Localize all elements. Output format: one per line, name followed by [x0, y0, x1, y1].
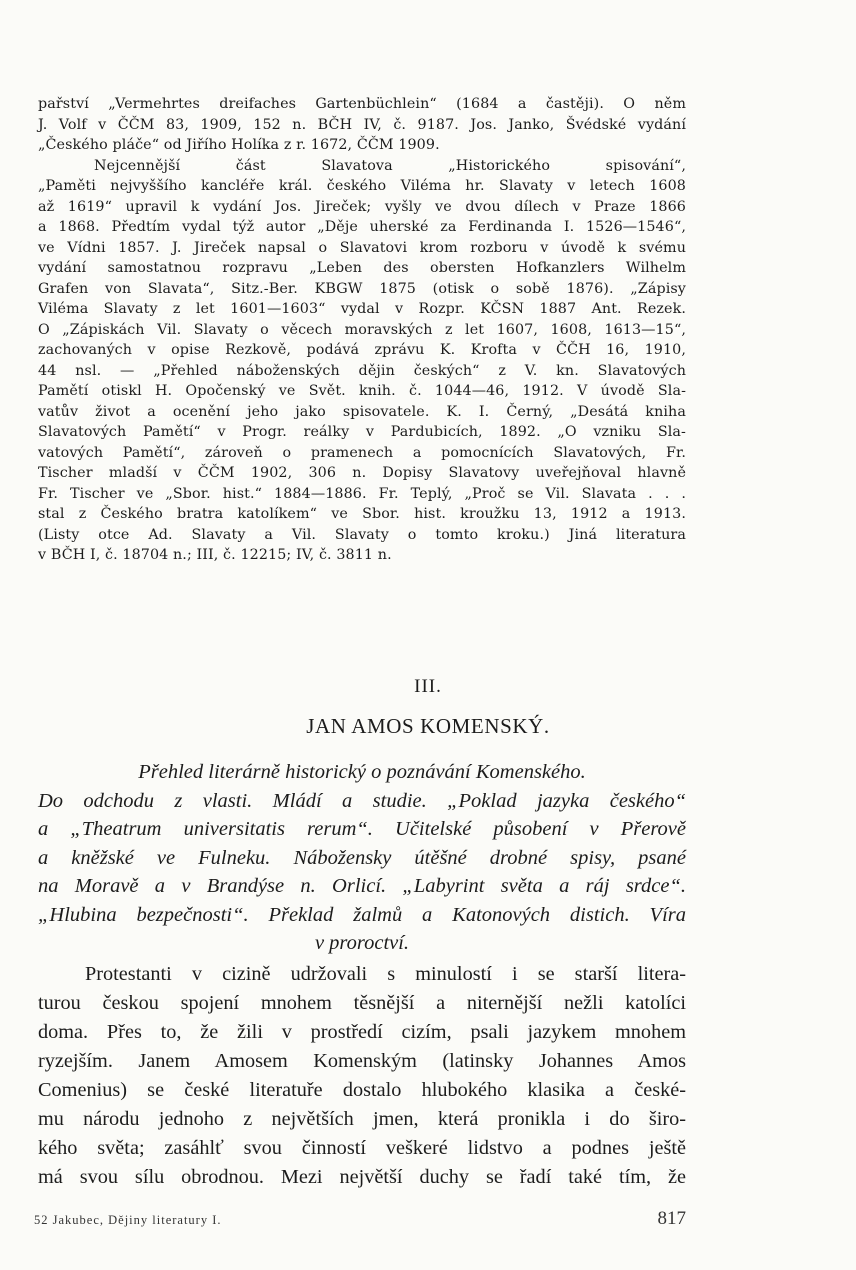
text-line: „Paměti nejvyššího kancléře král. českého Viléma hr. Slavaty v letech 1608 [38, 178, 686, 194]
text-line: Grafen von Slavata“, Sitz.-Ber. KBGW 1875 (otisk o sobě 1876). „Zápisy [38, 280, 686, 297]
text-line: Slavatových Pamětí“ v Progr. reálky v Pardubicích, 1892. „O vzniku Sla- [38, 424, 686, 440]
summary-line: na Moravě a v Brandýse n. Orlicí. „Labyrint světa a ráj srdce“. [38, 875, 686, 897]
summary-line: a „Theatrum universitatis rerum“. Učitelské působení v Přerově [38, 818, 686, 840]
text-line: (Listy otce Ad. Slavaty a Vil. Slavaty o tomto kroku.) Jiná literatura [38, 526, 686, 543]
summary-line: a kněžské ve Fulneku. Nábožensky útěšné drobné spisy, psané [38, 846, 686, 869]
body-line: má svou sílu obrodnou. Mezi největší duchy se řadí také tím, že [38, 1166, 686, 1188]
text-line: Pamětí otiskl H. Opočenský ve Svět. knih. č. 1044—46, 1912. V úvodě Sla- [38, 383, 686, 399]
chapter-title: JAN AMOS KOMENSKÝ. [306, 714, 550, 738]
chapter-summary [38, 758, 686, 958]
text-line: a 1868. Předtím vydal týž autor „Děje uherské za Ferdinanda I. 1526—1546“, [38, 219, 686, 235]
text-line: J. Volf v ČČM 83, 1909, 152 n. BČH IV, č. 9187. Jos. Janko, Švédské vydání [38, 116, 686, 133]
notes-paragraph-1 [38, 94, 686, 156]
body-line: Comenius) se české literatuře dostalo hlubokého klasika a české- [38, 1079, 686, 1101]
text-line: v BČH I, č. 18704 n.; III, č. 12215; IV, č. 3811 n. [38, 547, 392, 563]
signature-mark: 52 Jakubec, Dějiny literatury I. [34, 1213, 222, 1227]
summary-line: „Hlubina bezpečnosti“. Překlad žalmů a Katonových distich. Víra [38, 903, 686, 926]
text-line: Nejcennější část Slavatova „Historického spisování“, [94, 157, 686, 174]
text-line: vatův život a ocenění jeho jako spisovatele. K. I. Černý, „Desátá kniha [38, 403, 686, 420]
notes-paragraph-2 [38, 156, 686, 566]
text-line: stal z Českého bratra katolíkem“ ve Sbor. hist. kroužku 13, 1912 a 1913. [38, 506, 686, 522]
text-line: až 1619“ upravil k vydání Jos. Jireček; vyšly ve dvou dílech v Praze 1866 [38, 198, 686, 215]
text-line: 44 nsl. — „Přehled náboženských dějin českých“ z V. kn. Slavatových [38, 362, 686, 379]
body-line: Protestanti v cizině udržovali s minulostí i se starší litera- [85, 963, 686, 985]
body-line: mu národu jednoho z největších jmen, která pronikla i do širo- [38, 1108, 686, 1130]
text-line: Fr. Tischer ve „Sbor. hist.“ 1884—1886. Fr. Teplý, „Proč se Vil. Slavata . . . [38, 485, 686, 502]
body-line: turou českou spojení mnohem těsnější a niternější nežli katolíci [38, 992, 686, 1014]
body-line: ryzejším. Janem Amosem Komenským (latinsky Johannes Amos [38, 1050, 686, 1072]
text-line: „Českého pláče“ od Jiřího Holíka z r. 1672, ČČM 1909. [38, 137, 440, 153]
body-text [38, 960, 686, 1192]
footnotes-block [38, 94, 686, 566]
text-line: pařství „Vermehrtes dreifaches Gartenbüchlein“ (1684 a častěji). O něm [38, 96, 686, 112]
summary-line: v proroctví. [314, 932, 410, 954]
text-line: vatových Pamětí“, zároveň o pramenech a pomocnících Slavatových, Fr. [38, 444, 686, 461]
page-number: 817 [657, 1208, 686, 1229]
text-line: Viléma Slavaty z let 1601—1603“ vydal v Rozpr. KČSN 1887 Ant. Rezek. [38, 301, 686, 317]
text-line: zachovaných v opise Rezkově, podává zprávu K. Krofta v ČČH 16, 1910, [38, 342, 686, 358]
summary-line: Do odchodu z vlasti. Mládí a studie. „Poklad jazyka českého“ [38, 789, 686, 812]
text-line: vydání samostatnou rozpravu „Leben des obersten Hofkanzlers Wilhelm [38, 260, 686, 276]
text-line: ve Vídni 1857. J. Jireček napsal o Slavatovi krom rozboru v úvodě k svému [38, 239, 686, 256]
summary-line: Přehled literárně historický o poznávání Komenského. [138, 761, 586, 783]
text-line: O „Zápiskách Vil. Slavaty o věcech moravských z let 1607, 1608, 1613—15“, [38, 321, 686, 338]
body-line: kého světa; zasáhlť svou činností veškeré lidstvo a podnes ještě [38, 1137, 686, 1159]
body-line: doma. Přes to, že žili v prostředí cizím, psali jazykem mnohem [38, 1021, 686, 1043]
text-line: Tischer mladší v ČČM 1902, 306 n. Dopisy Slavatovy uveřejňoval hlavně [38, 465, 686, 481]
chapter-number: III. [414, 676, 442, 697]
